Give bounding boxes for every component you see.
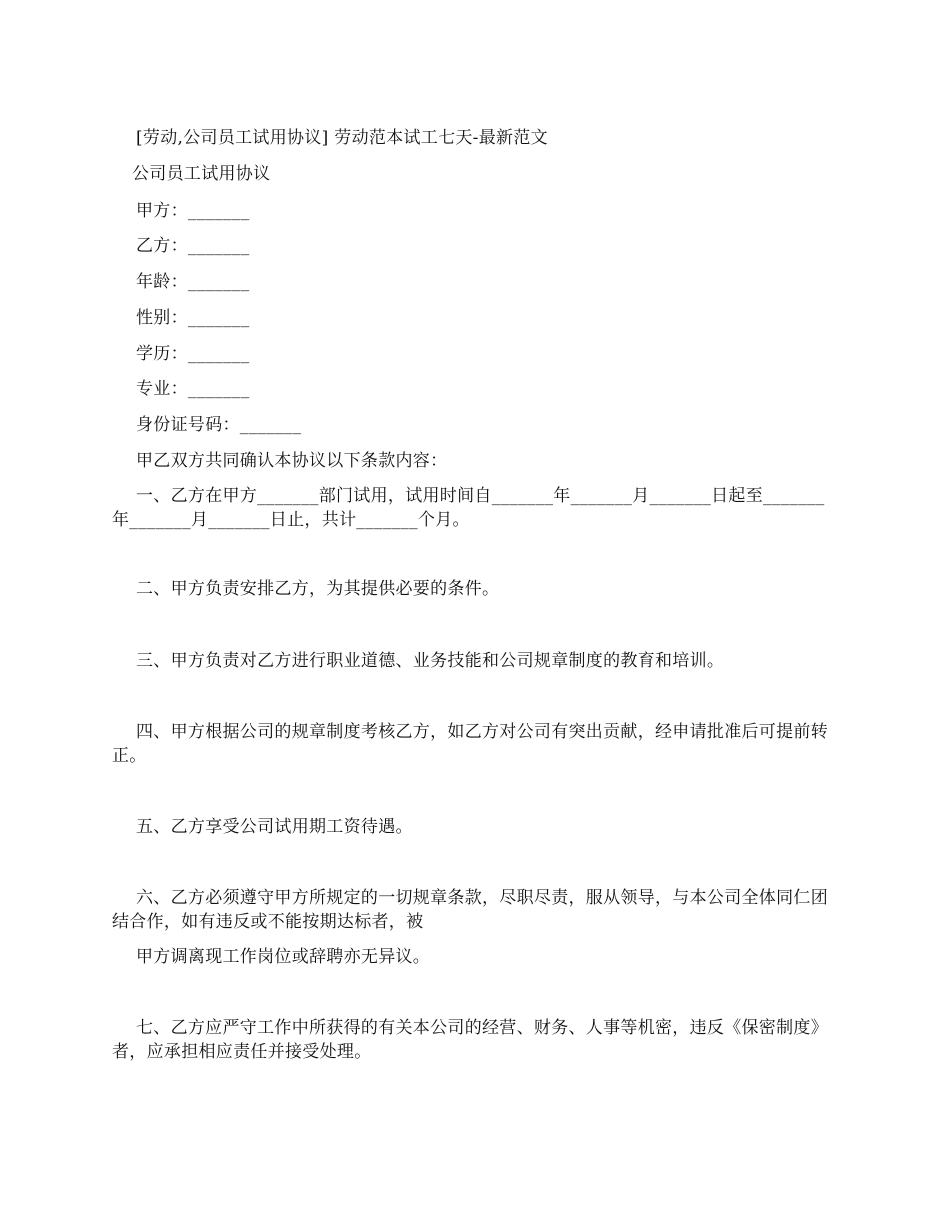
clause-2: 二、甲方负责安排乙方，为其提供必要的条件。	[136, 579, 500, 599]
field-age: 年龄：_______	[136, 272, 250, 292]
intro-text: 甲乙双方共同确认本协议以下条款内容：	[136, 451, 448, 471]
field-party-a: 甲方：_______	[136, 201, 250, 221]
field-gender: 性别：_______	[136, 308, 250, 328]
clause-6: 六、乙方必须遵守甲方所规定的一切规章条款，尽职尽责，服从领导，与本公司全体同仁团结合作，如有违反或不能按期达标者，被	[112, 888, 828, 932]
clause-1: 一、乙方在甲方_______部门试用，试用时间自_______年_______月_______日起至_______年_______月_______日止，共计_______个月。	[112, 486, 825, 530]
clause-3: 三、甲方负责对乙方进行职业道德、业务技能和公司规章制度的教育和培训。	[136, 651, 725, 671]
field-party-b: 乙方：_______	[136, 236, 250, 256]
clause-4: 四、甲方根据公司的规章制度考核乙方，如乙方对公司有突出贡献，经申请批准后可提前转正。	[112, 722, 828, 766]
clause-6-continuation: 甲方调离现工作岗位或辞聘亦无异议。	[136, 947, 431, 967]
document-subtitle: 公司员工试用协议	[132, 164, 271, 184]
document-title: [劳动,公司员工试用协议] 劳动范本试工七天-最新范文	[136, 128, 548, 148]
field-education: 学历：_______	[136, 344, 250, 364]
field-id-number: 身份证号码：_______	[136, 415, 302, 435]
clause-7: 七、乙方应严守工作中所获得的有关本公司的经营、财务、人事等机密，违反《保密制度》者，应承担相应责任并接受处理。	[112, 1018, 828, 1062]
clause-5: 五、乙方享受公司试用期工资待遇。	[136, 817, 413, 837]
field-major: 专业：_______	[136, 379, 250, 399]
